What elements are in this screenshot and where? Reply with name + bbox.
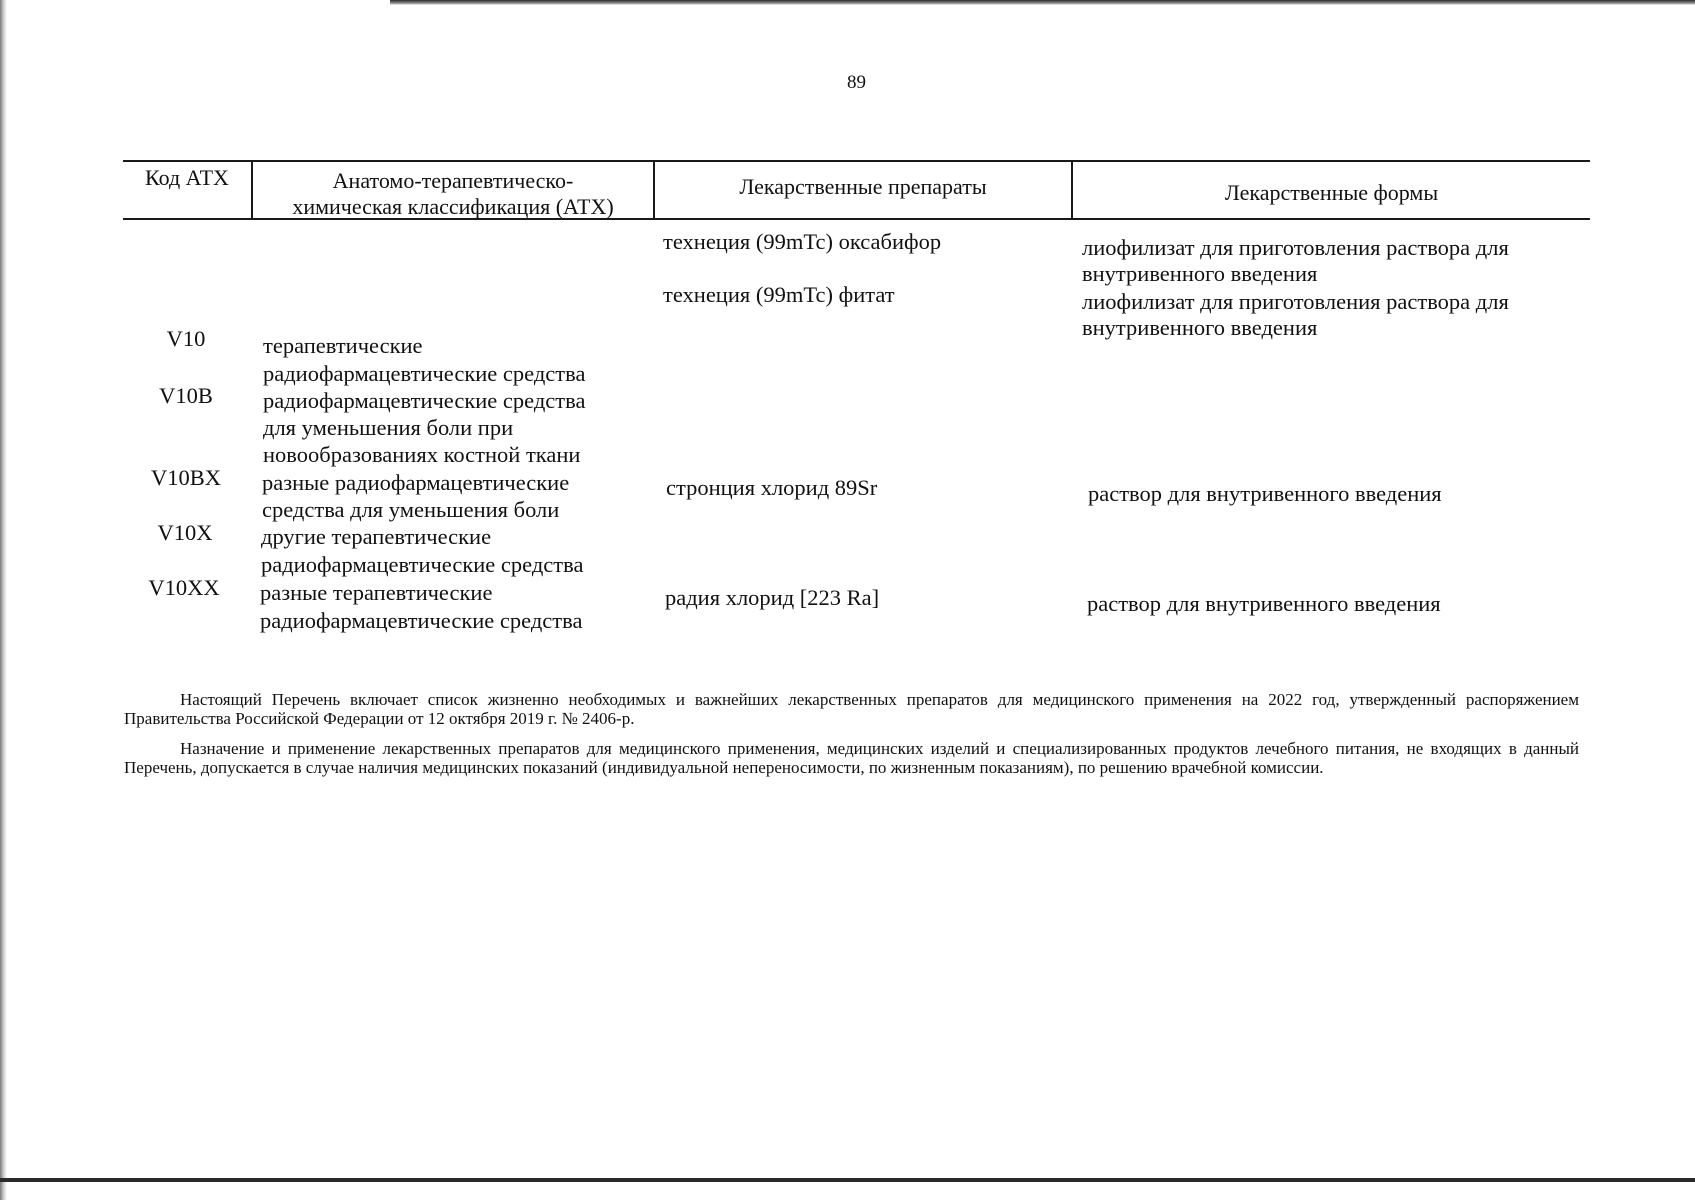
row-atc-v10x-line1: другие терапевтические <box>261 524 492 549</box>
row-atc-v10xx-line1: разные терапевтические <box>260 580 493 605</box>
row-code-v10x: V10X <box>157 520 213 545</box>
row-atc-v10-line2: радиофармацевтические средства <box>263 361 586 386</box>
row-atc-v10b-line3: новообразованиях костной ткани <box>263 442 581 467</box>
scan-edge-bottom <box>0 1178 1695 1182</box>
row-code-v10xx: V10XX <box>148 575 220 600</box>
header-code: Код АТХ <box>145 165 229 190</box>
row-code-v10: V10 <box>166 326 206 351</box>
form-entry-2-line1: лиофилизат для приготовления раствора для <box>1082 289 1509 314</box>
header-forms: Лекарственные формы <box>1224 180 1439 205</box>
form-entry-1-line2: внутривенного введения <box>1082 261 1318 286</box>
row-form-v10bx: раствор для внутривенного введения <box>1088 481 1442 506</box>
scan-edge-left <box>0 0 7 1200</box>
row-atc-v10b-line1: радиофармацевтические средства <box>263 388 586 413</box>
page-number: 89 <box>847 72 866 93</box>
header-drugs: Лекарственные препараты <box>739 174 987 199</box>
form-entry-2-line2: внутривенного введения <box>1082 315 1318 340</box>
drug-entry-1: технеция (99mTc) оксабифор <box>663 229 942 254</box>
row-code-v10b: V10B <box>159 383 213 408</box>
scan-edge-top <box>390 0 1695 5</box>
row-atc-v10b-line2: для уменьшения боли при <box>263 415 514 440</box>
row-form-v10xx: раствор для внутривенного введения <box>1087 591 1441 616</box>
row-atc-v10bx-line1: разные радиофармацевтические <box>262 470 570 495</box>
table-header-top-rule <box>123 160 1590 162</box>
row-drug-v10bx: стронция хлорид 89Sr <box>666 475 878 500</box>
row-code-v10bx: V10BX <box>150 465 221 490</box>
note-paragraph-1: Настоящий Перечень включает список жизненно необходимых и важнейших лекарственных препаратов для медицинского применения на 2022 год, утвержденный распоряжением Правительства Российской Федерации от 12 октября 2019 г. № 2406-р. <box>124 690 1579 728</box>
row-drug-v10xx: радия хлорид [223 Ra] <box>665 585 880 610</box>
form-entry-1-line1: лиофилизат для приготовления раствора для <box>1082 235 1509 260</box>
row-atc-v10bx-line2: средства для уменьшения боли <box>262 497 560 522</box>
drug-entry-2: технеция (99mTc) фитат <box>663 282 895 307</box>
header-atc-line2: химическая классификация (АТХ) <box>292 194 614 219</box>
note-paragraph-2: Назначение и применение лекарственных препаратов для медицинского применения, медицинских изделий и специализированных продуктов лечебного питания, не входящих в данный Перечень, допускается в случае наличия медицинских показаний (индивидуальной непереносимости, по жизненным показаниям), по решению врачебной комиссии. <box>124 739 1579 777</box>
row-atc-v10xx-line2: радиофармацевтические средства <box>260 608 583 633</box>
row-atc-v10-line1: терапевтические <box>263 333 423 358</box>
header-atc-line1: Анатомо-терапевтическо- <box>332 168 574 193</box>
row-atc-v10x-line2: радиофармацевтические средства <box>261 552 584 577</box>
